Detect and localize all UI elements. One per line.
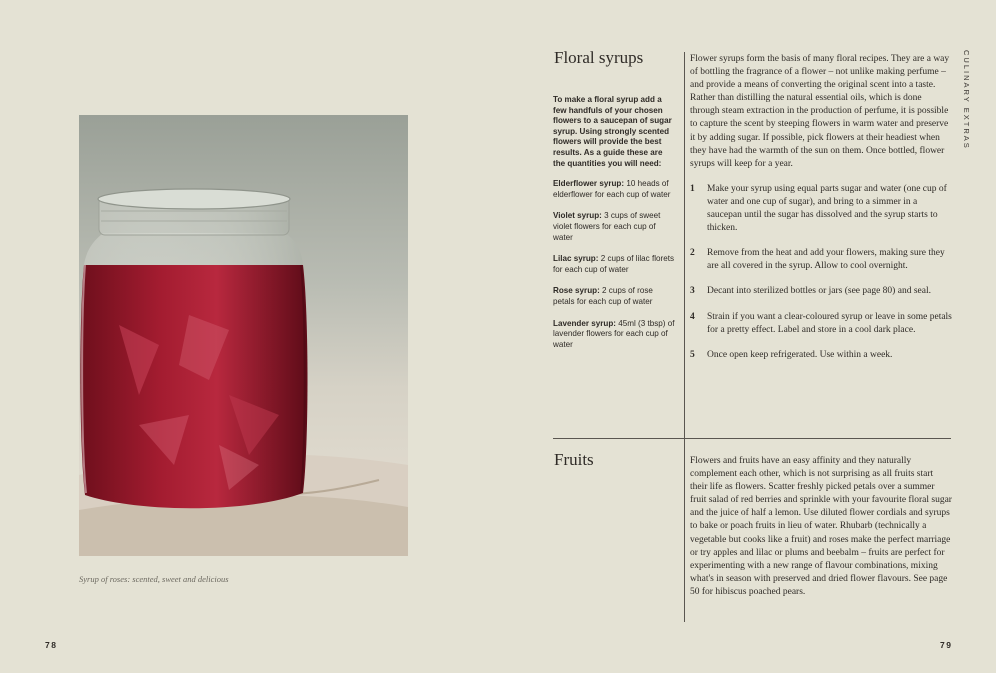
fruits-heading: Fruits: [554, 450, 594, 469]
quantity-item: Rose syrup: 2 cups of rose petals for each cup of water: [553, 286, 653, 306]
method-step: 3 Decant into sterilized bottles or jars (see page 80) and seal.: [690, 286, 931, 297]
quantity-item: Elderflower syrup: 10 heads of elderflower for each cup of water: [553, 179, 671, 199]
method-steps: [690, 183, 952, 362]
floral-syrups-body: [690, 53, 952, 374]
jar-illustration: [79, 115, 408, 556]
fruits-body: [690, 455, 952, 599]
running-head: CULINARY EXTRAS: [962, 50, 971, 150]
rose-syrup-jar-photo: [79, 115, 408, 556]
method-step: 4 Strain if you want a clear-coloured syrup or leave in some petals for a pretty effect. Label and store in a cool dark place.: [690, 311, 952, 335]
floral-intro-paragraph: Flower syrups form the basis of many floral recipes. They are a way of bottling the fragrance of a flower – not unlike making perfume – and provide a means of converting the original scent into a taste. Rather than distilling the natural essential oils, which is done through steam extraction in the production of perfume, it is possible to capture the scent by steeping flowers in warm water and preserve it by adding sugar. If possible, pick flowers at their headiest when they have had the warmth of the sun on them. Once bottled, flower syrups will keep for a year.: [690, 54, 950, 169]
quantity-item: Lilac syrup: 2 cups of lilac florets for each cup of water: [553, 254, 675, 274]
floral-syrups-heading: Floral syrups: [554, 48, 644, 67]
page-number-left: 78: [45, 640, 58, 650]
page-number-right: 79: [940, 640, 953, 650]
method-step: 5 Once open keep refrigerated. Use within a week.: [690, 349, 893, 360]
column-divider: [684, 52, 685, 622]
quantity-item: Lavender syrup: 45ml (3 tbsp) of lavender flowers for each cup of water: [553, 318, 675, 349]
quantities-sidebar: [553, 95, 676, 361]
section-divider: [553, 438, 951, 439]
photo-caption: Syrup of roses: scented, sweet and delicious: [79, 574, 229, 584]
sidebar-intro: To make a floral syrup add a few handfuls of your chosen flowers to a saucepan of sugar syrup. Using strongly scented flowers will provide the best results. As a guide these are the quantities you will need:: [553, 95, 672, 168]
method-step: 1 Make your syrup using equal parts sugar and water (one cup of water and one cup of sugar), and bring to a simmer in a saucepan until the sugar has dissolved and the syrup starts to thicken.: [690, 183, 947, 234]
quantity-item: Violet syrup: 3 cups of sweet violet flowers for each cup of water: [553, 211, 661, 242]
fruits-paragraph: Flowers and fruits have an easy affinity and they naturally complement each other, which is not surprising as all fruits start their life as flowers. Scatter freshly picked petals over a summer fruit salad of red berries and sprinkle with your favourite floral sugar and the juice of half a lemon. Use diluted flower cordials and syrups to bake or poach fruits in lieu of water. Rhubarb (technically a vegetable but cooks like a fruit) and roses make the perfect marriage or try apples and lilac or plums and beebalm – fruits are perfect for experimenting with a new range of flavour combinations, mixing what's in season with preserved and dried flower flavours. See page 50 for hibiscus poached pears.: [690, 456, 952, 597]
method-step: 2 Remove from the heat and add your flowers, making sure they are all covered in the syrup. Allow to cool overnight.: [690, 248, 945, 272]
